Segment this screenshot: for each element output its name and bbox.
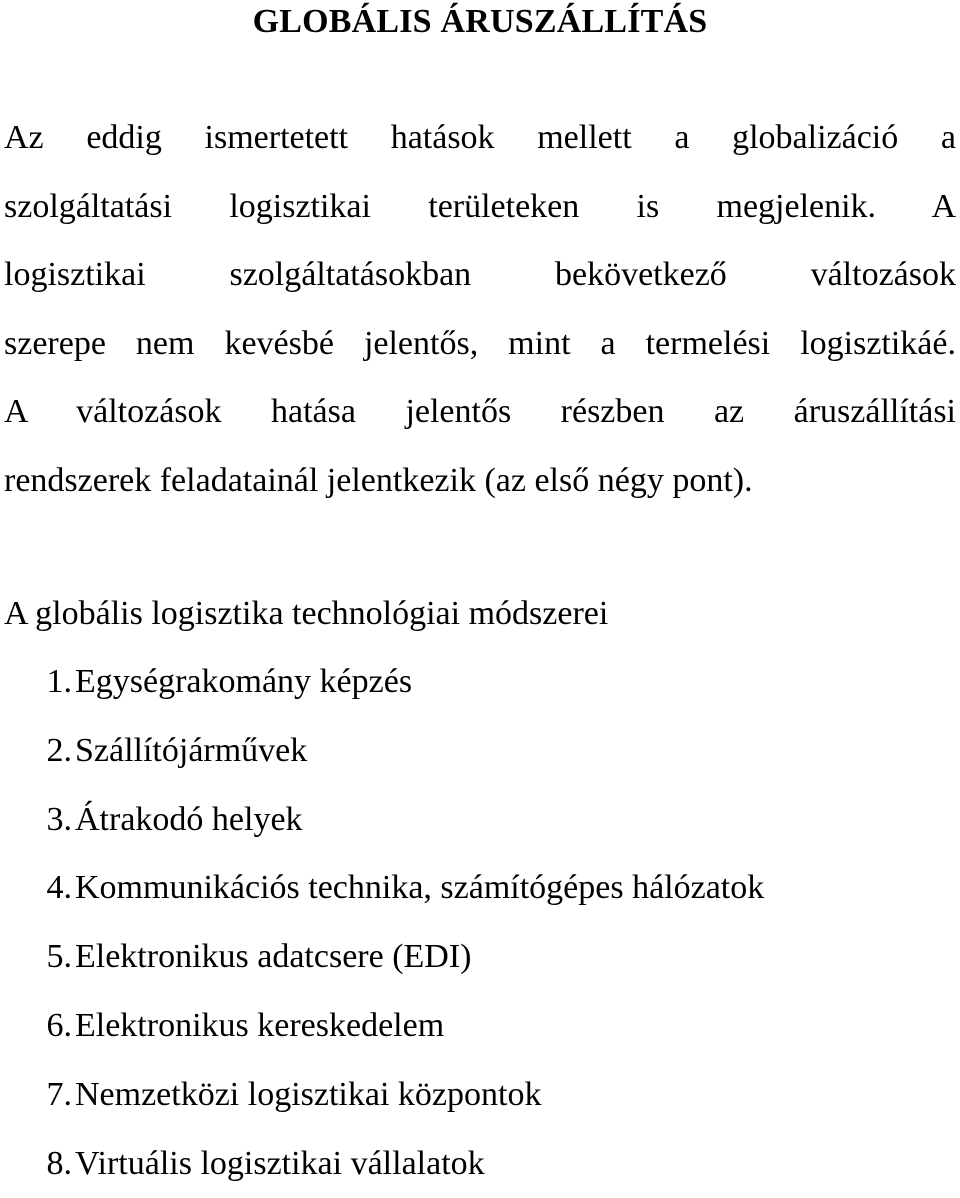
list-item-text: Egységrakomány képzés — [75, 663, 413, 700]
paragraph-line: logisztikai szolgáltatásokban bekövetkező változások — [4, 256, 956, 293]
list-item-number: 2. — [46, 731, 72, 769]
list-item — [0, 1061, 764, 1130]
section-subheading: A globális logisztika technológiai módszerei — [4, 595, 609, 632]
methods-list — [0, 648, 764, 1198]
list-item — [0, 854, 764, 923]
list-item-number: 8. — [46, 1144, 72, 1182]
list-item-text: Elektronikus adatcsere (EDI) — [75, 938, 472, 976]
list-item-number: 1. — [46, 663, 72, 700]
paragraph-line: Az eddig ismertetett hatások mellett a globalizáció a — [4, 119, 956, 156]
list-item-text: Nemzetközi logisztikai központok — [75, 1075, 542, 1113]
list-item-number: 5. — [46, 938, 72, 976]
paragraph-line: rendszerek feladatainál jelentkezik (az első négy pont). — [4, 461, 753, 499]
list-item-number: 4. — [46, 869, 72, 907]
list-item — [0, 786, 764, 855]
document-title: GLOBÁLIS ÁRUSZÁLLÍTÁS — [252, 3, 708, 40]
paragraph-line: szolgáltatási logisztikai területeken is megjelenik. A — [4, 187, 956, 225]
list-item-number: 6. — [46, 1006, 72, 1044]
list-item-text: Virtuális logisztikai vállalatok — [75, 1144, 485, 1182]
paragraph-line: A változások hatása jelentős részben az áruszállítási — [4, 393, 956, 430]
list-item-text: Elektronikus kereskedelem — [75, 1006, 445, 1044]
list-item-number: 3. — [46, 800, 72, 838]
list-item-text: Átrakodó helyek — [75, 800, 303, 838]
list-item — [0, 923, 764, 992]
list-item — [0, 648, 764, 717]
list-item — [0, 717, 764, 786]
list-item-text: Kommunikációs technika, számítógépes hálózatok — [75, 869, 765, 907]
list-item — [0, 1130, 764, 1198]
list-item-number: 7. — [46, 1075, 72, 1113]
paragraph-line: szerepe nem kevésbé jelentős, mint a termelési logisztikáé. — [4, 324, 956, 362]
intro-paragraph — [4, 104, 956, 515]
list-item-text: Szállítójárművek — [75, 731, 308, 769]
list-item — [0, 992, 764, 1061]
